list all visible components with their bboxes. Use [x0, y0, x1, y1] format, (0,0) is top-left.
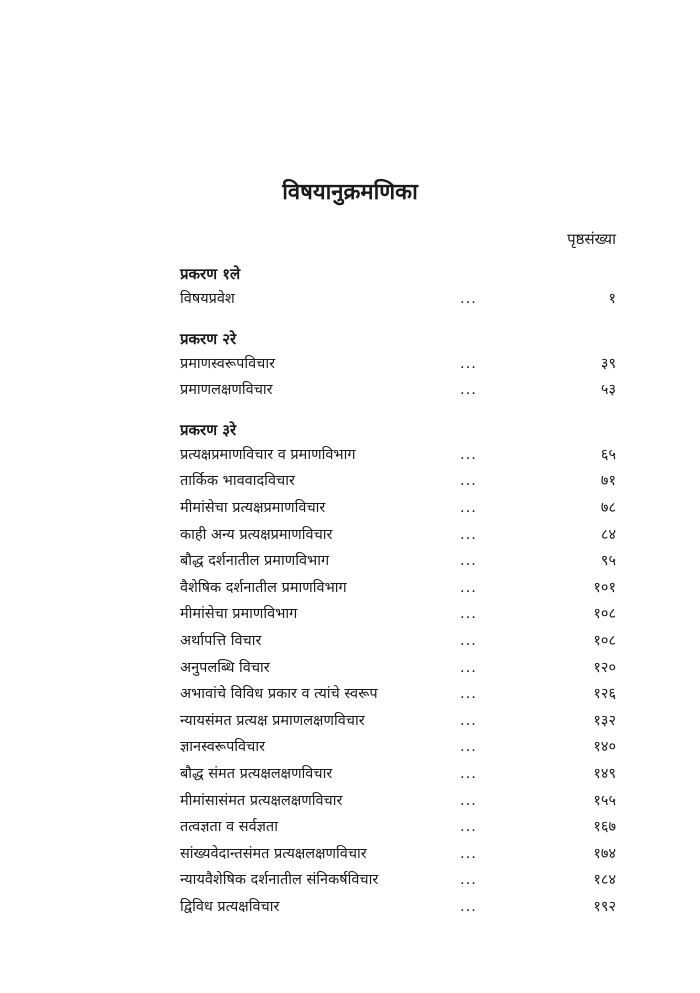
entry-leader: ...	[460, 659, 477, 676]
chapter-2	[180, 327, 616, 404]
entry-title: बौद्ध दर्शनातील प्रमाणविभाग	[180, 553, 330, 570]
toc-entry[interactable]	[180, 734, 616, 761]
entry-page-number: १०८	[593, 606, 616, 623]
entry-page-number: ९५	[600, 553, 616, 570]
toc-entry[interactable]	[180, 377, 616, 404]
entry-leader: ...	[460, 686, 477, 703]
entry-title: सांख्यवेदान्तसंमत प्रत्यक्षलक्षणविचार	[180, 845, 367, 862]
toc-entry[interactable]	[180, 442, 616, 469]
toc-entry[interactable]	[180, 655, 616, 682]
entry-title: बौद्ध संमत प्रत्यक्षलक्षणविचार	[180, 765, 333, 782]
entry-leader: ...	[460, 872, 477, 889]
entry-title: तार्किक भाववादविचार	[180, 473, 295, 490]
toc-entry[interactable]	[180, 522, 616, 549]
toc-entry[interactable]	[180, 286, 616, 313]
entry-title: मीमांसासंमत प्रत्यक्षलक्षणविचार	[180, 792, 343, 809]
entry-page-number: १२६	[593, 686, 616, 703]
entry-leader: ...	[460, 291, 477, 307]
entry-page-number: १०१	[593, 579, 616, 596]
entry-leader: ...	[460, 446, 477, 463]
toc-entry[interactable]	[180, 867, 616, 894]
entry-title: तत्वज्ञता व सर्वज्ञता	[180, 819, 278, 836]
entry-leader: ...	[460, 712, 477, 729]
page-number-column-header: पृष्ठसंख्या	[567, 230, 616, 248]
entry-title: विषयप्रवेश	[180, 291, 235, 307]
entry-title: वैशेषिक दर्शनातील प्रमाणविभाग	[180, 579, 347, 596]
entry-leader: ...	[460, 845, 477, 862]
entry-leader: ...	[460, 499, 477, 516]
toc-entry[interactable]	[180, 351, 616, 378]
entry-title: अनुपलब्धि विचार	[180, 659, 270, 676]
entry-title: द्विविध प्रत्यक्षविचार	[180, 898, 280, 915]
toc-entry[interactable]	[180, 814, 616, 841]
entry-title: अर्थापत्ति विचार	[180, 632, 262, 649]
entry-title: न्यायवैशेषिक दर्शनातील संनिकर्षविचार	[180, 872, 379, 889]
chapter-1	[180, 262, 616, 313]
entry-title: प्रत्यक्षप्रमाणविचार व प्रमाणविभाग	[180, 446, 356, 463]
entry-page-number: १	[608, 291, 616, 307]
entry-page-number: १४०	[593, 739, 616, 756]
entry-leader: ...	[460, 765, 477, 782]
entry-title: अभावांचे विविध प्रकार व त्यांचे स्वरूप	[180, 686, 378, 703]
entry-page-number: १८४	[593, 872, 616, 889]
entry-leader: ...	[460, 632, 477, 649]
toc-entry[interactable]	[180, 495, 616, 522]
entry-page-number: १०८	[593, 632, 616, 649]
entry-leader: ...	[460, 606, 477, 623]
toc-entry[interactable]	[180, 575, 616, 602]
toc-entry[interactable]	[180, 628, 616, 655]
entry-title: काही अन्य प्रत्यक्षप्रमाणविचार	[180, 526, 333, 543]
entry-title: न्यायसंमत प्रत्यक्ष प्रमाणलक्षणविचार	[180, 712, 365, 729]
toc-entry[interactable]	[180, 601, 616, 628]
page-title: विषयानुक्रमणिका	[282, 180, 418, 205]
chapter-heading: प्रकरण ३रे	[180, 420, 237, 439]
entry-leader: ...	[460, 553, 477, 570]
toc-entry[interactable]	[180, 708, 616, 735]
entry-leader: ...	[460, 898, 477, 915]
chapter-3	[180, 418, 616, 921]
entry-title: ज्ञानस्वरूपविचार	[180, 739, 266, 756]
chapter-heading: प्रकरण १ले	[180, 265, 241, 283]
entry-page-number: १५५	[593, 792, 616, 809]
toc-entry[interactable]	[180, 548, 616, 575]
entry-page-number: ७१	[600, 473, 616, 490]
entry-page-number: १६७	[593, 819, 616, 836]
table-of-contents	[180, 262, 616, 934]
entry-leader: ...	[460, 792, 477, 809]
entry-page-number: ७८	[600, 499, 616, 516]
entry-title: प्रमाणस्वरूपविचार	[180, 355, 276, 372]
entry-leader: ...	[460, 355, 477, 372]
toc-entry[interactable]	[180, 894, 616, 921]
entry-leader: ...	[460, 473, 477, 490]
toc-entry[interactable]	[180, 841, 616, 868]
entry-leader: ...	[460, 579, 477, 596]
entry-title: प्रमाणलक्षणविचार	[180, 382, 273, 399]
entry-page-number: १३२	[593, 712, 616, 729]
toc-entry[interactable]	[180, 681, 616, 708]
entry-leader: ...	[460, 739, 477, 756]
entry-title: मीमांसेचा प्रत्यक्षप्रमाणविचार	[180, 499, 326, 516]
entry-page-number: ३९	[600, 355, 616, 372]
entry-leader: ...	[460, 382, 477, 399]
toc-entry[interactable]	[180, 468, 616, 495]
entry-title: मीमांसेचा प्रमाणविभाग	[180, 606, 298, 623]
entry-page-number: ६५	[600, 446, 616, 463]
entry-page-number: १२०	[593, 659, 616, 676]
entry-page-number: ५३	[600, 382, 616, 399]
entry-page-number: १७४	[593, 845, 616, 862]
toc-entry[interactable]	[180, 761, 616, 788]
entry-leader: ...	[460, 819, 477, 836]
entry-page-number: ८४	[600, 526, 616, 543]
chapter-heading: प्रकरण २रे	[180, 329, 237, 348]
entry-leader: ...	[460, 526, 477, 543]
entry-page-number: १४९	[593, 765, 616, 782]
toc-entry[interactable]	[180, 788, 616, 815]
entry-page-number: १९२	[593, 898, 616, 915]
